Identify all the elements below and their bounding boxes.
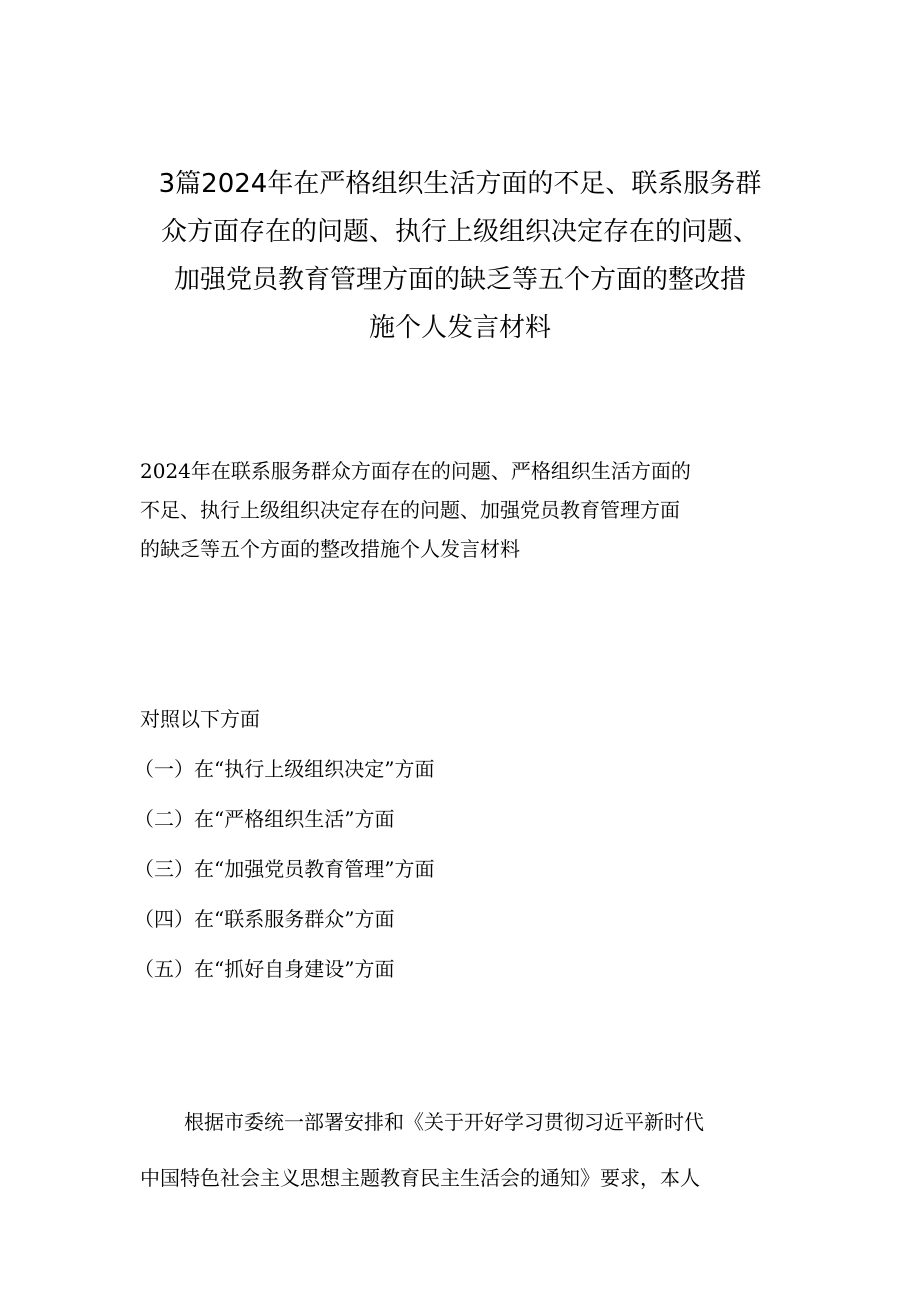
compare-heading: 对照以下方面 (140, 707, 260, 731)
title-line-3: 加强党员教育管理方面的缺乏等五个方面的整改措 (173, 265, 746, 295)
document-subtitle (140, 452, 800, 569)
list-item: （五）在“抓好自身建设”方面 (134, 957, 395, 981)
title-line-4: 施个人发言材料 (368, 313, 551, 343)
list-item: （一）在“执行上级组织决定”方面 (134, 757, 435, 781)
list-item: （四）在“联系服务群众”方面 (134, 907, 395, 931)
aspect-list (134, 753, 434, 1003)
subtitle-line-1: 2024年在联系服务群众方面存在的问题、严格组织生活方面的 (140, 459, 691, 483)
list-item: （二）在“严格组织生活”方面 (134, 807, 395, 831)
body-line-2: 中国特色社会主义思想主题教育民主生活会的通知》要求，本人 (140, 1166, 700, 1190)
subtitle-line-3: 的缺乏等五个方面的整改措施个人发言材料 (140, 537, 520, 561)
body-paragraph (140, 1094, 800, 1206)
title-line-2: 众方面存在的问题、执行上级组织决定存在的问题、 (160, 217, 759, 247)
document-title (120, 160, 800, 352)
subtitle-line-2: 不足、执行上级组织决定存在的问题、加强党员教育管理方面 (140, 498, 680, 522)
title-line-1: 3篇2024年在严格组织生活方面的不足、联系服务群 (158, 169, 762, 199)
body-line-1: 根据市委统一部署安排和《关于开好学习贯彻习近平新时代 (184, 1110, 704, 1134)
list-item: （三）在“加强党员教育管理”方面 (134, 857, 435, 881)
